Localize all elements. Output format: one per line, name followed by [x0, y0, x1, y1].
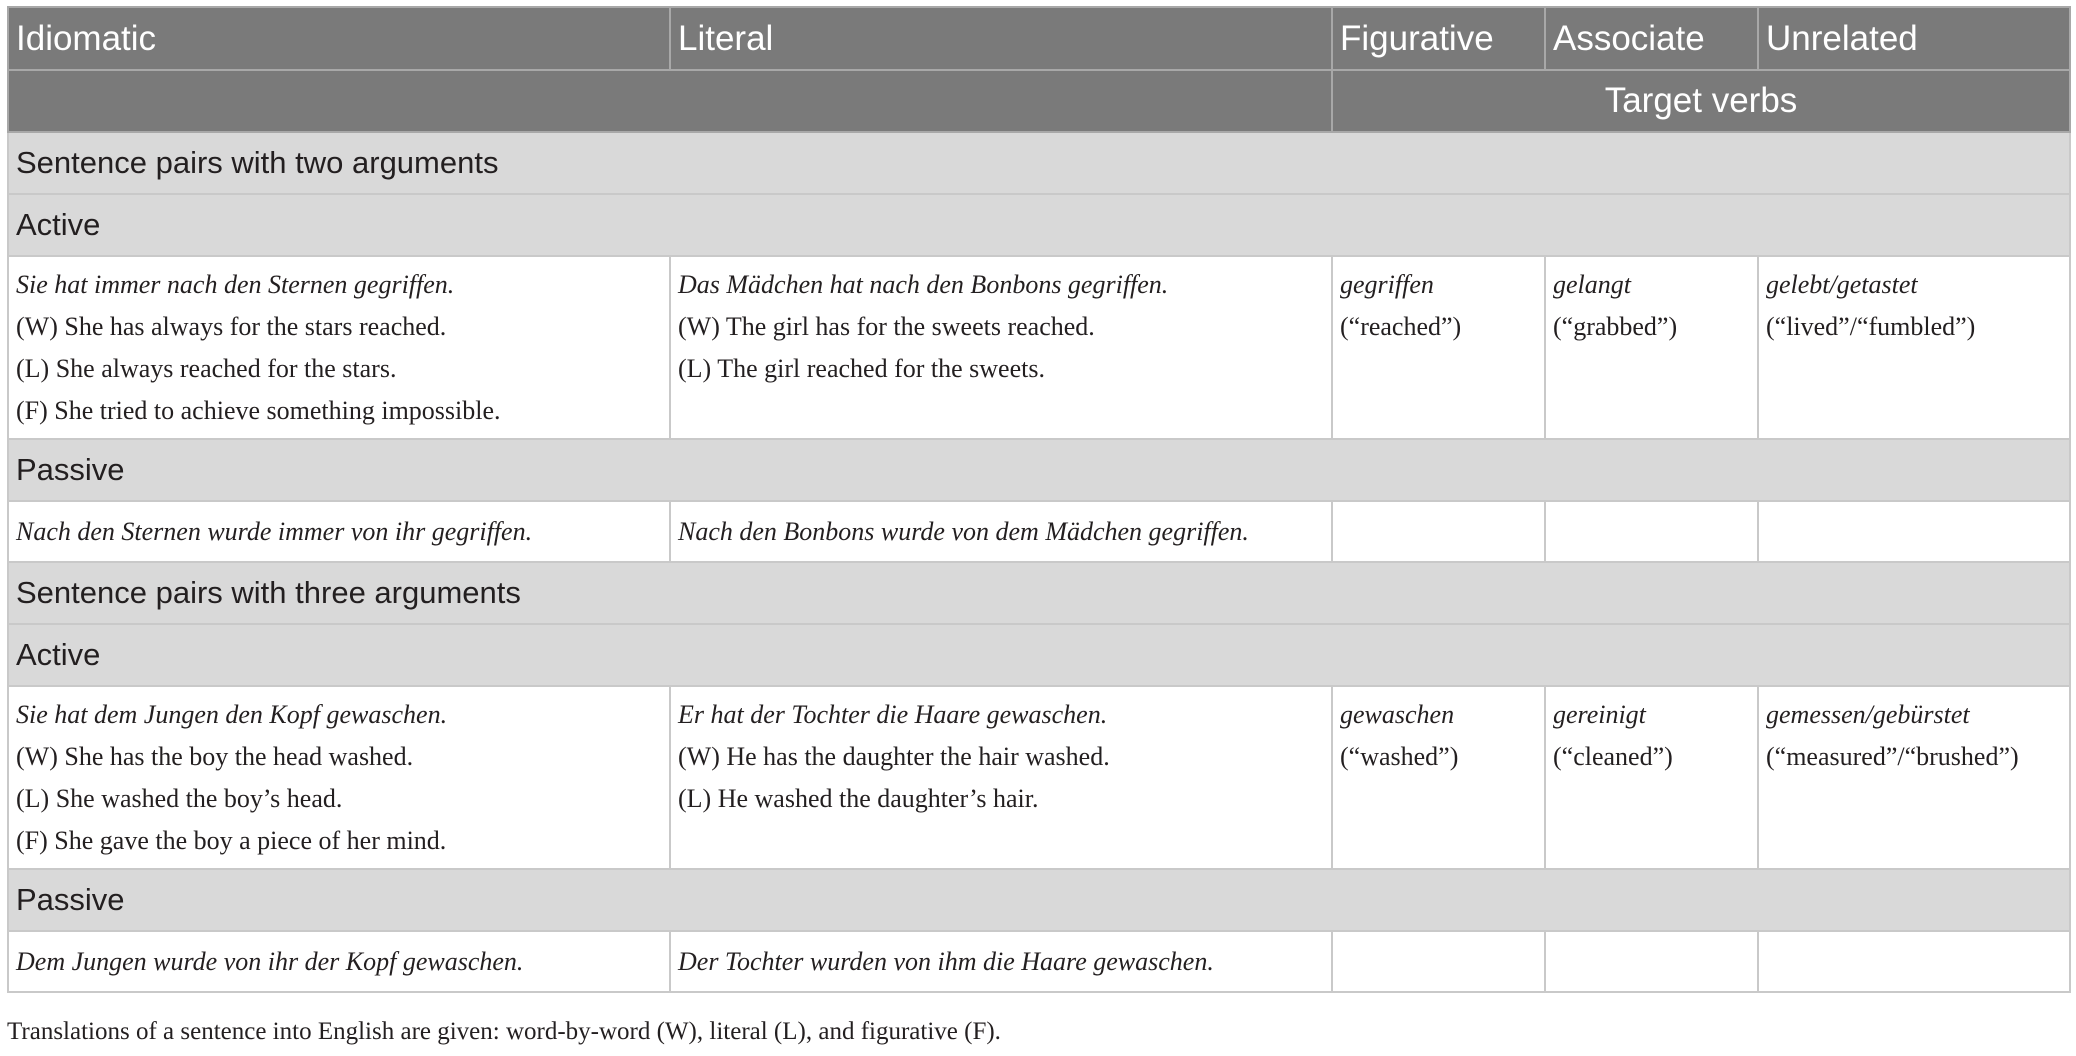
section-row-three-arguments [8, 562, 2070, 624]
translation-literal: (L) He washed the daughter’s hair. [678, 784, 1039, 813]
table-row [8, 686, 2070, 869]
target-verb: gelebt/getastet [1766, 270, 1918, 299]
german-sentence: Sie hat dem Jungen den Kopf gewaschen. [16, 700, 448, 729]
stimuli-table-container [7, 6, 2069, 993]
translation-literal: (L) She always reached for the stars. [16, 354, 397, 383]
cell-idiomatic [8, 256, 670, 439]
german-sentence: Der Tochter wurden von ihm die Haare gewaschen. [678, 946, 1214, 976]
header-associate: Associate [1545, 7, 1758, 70]
target-verb: gemessen/gebürstet [1766, 700, 1970, 729]
translation-figurative: (F) She tried to achieve something impossible. [16, 396, 501, 425]
header-spacer [8, 70, 1332, 132]
german-sentence: Nach den Bonbons wurde von dem Mädchen gegriffen. [678, 516, 1249, 546]
german-sentence: Das Mädchen hat nach den Bonbons gegriffen. [678, 270, 1169, 299]
cell-idiomatic [8, 686, 670, 869]
cell-associate-empty [1545, 931, 1758, 992]
translation-literal: (L) She washed the boy’s head. [16, 784, 343, 813]
header-literal: Literal [670, 7, 1332, 70]
verb-gloss: (“measured”/“brushed”) [1766, 742, 2019, 771]
subsection-title-passive: Passive [8, 439, 2070, 501]
cell-unrelated-empty [1758, 501, 2070, 562]
cell-associate [1545, 686, 1758, 869]
verb-gloss: (“cleaned”) [1553, 742, 1673, 771]
header-idiomatic: Idiomatic [8, 7, 670, 70]
stimuli-table [7, 6, 2071, 993]
cell-literal [670, 931, 1332, 992]
cell-associate-empty [1545, 501, 1758, 562]
verb-gloss: (“reached”) [1340, 312, 1462, 341]
verb-gloss: (“washed”) [1340, 742, 1459, 771]
cell-literal [670, 256, 1332, 439]
german-sentence: Sie hat immer nach den Sternen gegriffen. [16, 270, 455, 299]
subsection-title-passive: Passive [8, 869, 2070, 931]
header-unrelated: Unrelated [1758, 7, 2070, 70]
verb-gloss: (“lived”/“fumbled”) [1766, 312, 1976, 341]
table-row [8, 501, 2070, 562]
subsection-row-active [8, 194, 2070, 256]
german-sentence: Er hat der Tochter die Haare gewaschen. [678, 700, 1108, 729]
translation-literal: (L) The girl reached for the sweets. [678, 354, 1045, 383]
german-sentence: Dem Jungen wurde von ihr der Kopf gewaschen. [16, 946, 524, 976]
table-row [8, 256, 2070, 439]
section-title-three-arguments: Sentence pairs with three arguments [8, 562, 2070, 624]
header-subrow [8, 70, 2070, 132]
translation-word-by-word: (W) She has the boy the head washed. [16, 742, 414, 771]
cell-literal [670, 686, 1332, 869]
cell-idiomatic [8, 501, 670, 562]
subsection-row-passive [8, 439, 2070, 501]
cell-figurative-empty [1332, 931, 1545, 992]
subsection-row-active [8, 624, 2070, 686]
table-row [8, 931, 2070, 992]
header-figurative: Figurative [1332, 7, 1545, 70]
target-verb: gewaschen [1340, 700, 1455, 729]
target-verb: gereinigt [1553, 700, 1646, 729]
subsection-title-active: Active [8, 624, 2070, 686]
table-caption: Translations of a sentence into English are given: word-by-word (W), literal (L), and figurative (F). [7, 1018, 1001, 1045]
cell-unrelated-empty [1758, 931, 2070, 992]
subsection-title-active: Active [8, 194, 2070, 256]
cell-idiomatic [8, 931, 670, 992]
header-target-verbs: Target verbs [1332, 70, 2070, 132]
cell-figurative [1332, 256, 1545, 439]
translation-word-by-word: (W) She has always for the stars reached. [16, 312, 447, 341]
cell-associate [1545, 256, 1758, 439]
translation-word-by-word: (W) He has the daughter the hair washed. [678, 742, 1110, 771]
cell-figurative [1332, 686, 1545, 869]
header-row [8, 7, 2070, 70]
verb-gloss: (“grabbed”) [1553, 312, 1678, 341]
german-sentence: Nach den Sternen wurde immer von ihr gegriffen. [16, 516, 533, 546]
cell-unrelated [1758, 686, 2070, 869]
target-verb: gelangt [1553, 270, 1631, 299]
cell-unrelated [1758, 256, 2070, 439]
section-row-two-arguments [8, 132, 2070, 194]
translation-figurative: (F) She gave the boy a piece of her mind. [16, 826, 447, 855]
section-title-two-arguments: Sentence pairs with two arguments [8, 132, 2070, 194]
translation-word-by-word: (W) The girl has for the sweets reached. [678, 312, 1095, 341]
subsection-row-passive [8, 869, 2070, 931]
cell-literal [670, 501, 1332, 562]
target-verb: gegriffen [1340, 270, 1434, 299]
cell-figurative-empty [1332, 501, 1545, 562]
